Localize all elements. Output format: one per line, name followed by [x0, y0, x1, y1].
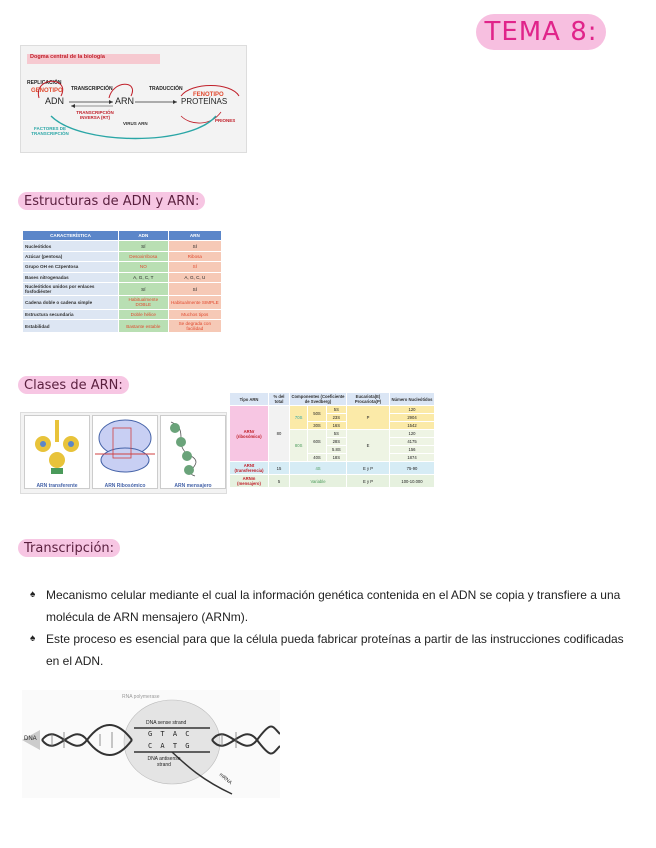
list-item	[30, 628, 630, 672]
table-cell: SÍ	[168, 241, 221, 251]
table-cell: SÍ	[118, 241, 168, 251]
s5: 5S	[326, 406, 346, 414]
dogma-central-card	[20, 45, 247, 153]
transcripcion-label: TRANSCRIPCIÓN	[71, 86, 113, 92]
arnm-image	[160, 415, 226, 489]
arnr-label: ARNr (ribosómico)	[230, 406, 269, 462]
dogma-heading: Dogma central de la biología	[27, 54, 160, 64]
dna-label: DNA	[24, 736, 37, 742]
s70: 70S	[290, 406, 308, 430]
table-cell: NO	[118, 262, 168, 272]
transcription-diagram	[22, 690, 280, 798]
s23: 23S	[326, 414, 346, 422]
letters-bot: C A T G	[148, 742, 192, 750]
table-cell: Bases nitrogenadas	[23, 272, 119, 282]
nt-6: 1874	[390, 454, 435, 462]
s80: 80S	[290, 430, 308, 462]
genotipo-label: GENOTIPO	[31, 88, 63, 94]
sense-label: DNA sense strand	[146, 720, 187, 726]
table-cell: Cadena doble o cadena simple	[23, 296, 119, 309]
arnt-nt: 75-90	[390, 462, 435, 475]
arnt-ep: E y P	[347, 462, 390, 475]
arnt-image	[24, 415, 90, 489]
mrna-label: mRNA	[217, 771, 233, 787]
arnm-ep: E y P	[347, 475, 390, 488]
table-header: Eucariota(E) Procariota(P)	[347, 393, 390, 406]
arnm-nt: 100-10.000	[390, 475, 435, 488]
s16: 16S	[326, 422, 346, 430]
antisense-label: DNA antisense strand	[147, 756, 181, 768]
arnt-comp: 4S	[290, 462, 347, 475]
arnr-pct: 80	[269, 406, 290, 462]
table-row	[230, 462, 435, 475]
table-header: ARN	[168, 231, 221, 241]
table-cell: Estructura secundaria	[23, 309, 119, 319]
nt-5: 156	[390, 446, 435, 454]
mrna-polysome-icon	[161, 416, 225, 478]
table-cell: Azúcar (pentosa)	[23, 251, 119, 261]
section-estructuras-title: Estructuras de ADN y ARN:	[18, 192, 205, 210]
priones-label: PRIONES	[215, 118, 236, 123]
table-cell: Muchos tipos	[168, 309, 221, 319]
replicacion-label: REPLICACIÓN	[27, 80, 62, 86]
inversa-label: TRANSCRIPCIÓN INVERSA (RT)	[76, 110, 114, 120]
table-cell: A, G, C, U	[168, 272, 221, 282]
table-cell: Se degrada con facilidad	[168, 320, 221, 333]
arnm-caption: ARN mensajero	[174, 483, 212, 489]
table-row	[23, 251, 222, 261]
page-title: TEMA 8:	[476, 14, 606, 50]
polymerase-label: RNA polymerase	[122, 694, 160, 700]
bullet-text: Mecanismo celular mediante el cual la información genética contenida en el ADN se copia y transfiere a una molécula de ARN mensajero (ARNm).	[46, 588, 621, 624]
table-row	[23, 309, 222, 319]
table-cell: Habitualmente DOBLE	[118, 296, 168, 309]
trna-cloverleaf-icon	[25, 416, 89, 478]
table-header: CARACTERÍSTICA	[23, 231, 119, 241]
nt-4: 4175	[390, 438, 435, 446]
nt-1: 2904	[390, 414, 435, 422]
section-clases-title: Clases de ARN:	[18, 376, 129, 394]
s5-e: 5S	[326, 430, 346, 438]
section-transcripcion-title: Transcripción:	[18, 539, 120, 557]
bullet-text: Este proceso es esencial para que la célula pueda fabricar proteínas a partir de las instrucciones codificadas en el ADN.	[46, 632, 624, 668]
clases-arn-table	[229, 392, 435, 488]
table-cell: Bastante estable	[118, 320, 168, 333]
s58: 5.8S	[326, 446, 346, 454]
table-row	[23, 262, 222, 272]
s30: 30S	[308, 422, 326, 430]
arnt-label: ARNt (transferencia)	[230, 462, 269, 475]
s60: 60S	[308, 430, 326, 454]
table-cell: Nucleótidos unidos por enlaces fosfodiéster	[23, 282, 119, 295]
letters-top: G T A C	[148, 730, 192, 738]
bullet-icon: ♠	[30, 589, 36, 600]
table-cell: Doble hélice	[118, 309, 168, 319]
table-cell: Nucleótidos	[23, 241, 119, 251]
s40: 40S	[308, 454, 326, 462]
eukaryote: E	[347, 430, 390, 462]
table-row	[23, 272, 222, 282]
prokaryote: P	[347, 406, 390, 430]
table-cell: SÍ	[168, 282, 221, 295]
arnm-pct: 5	[269, 475, 290, 488]
table-cell: Ribosa	[168, 251, 221, 261]
adn-label: ADN	[45, 96, 65, 106]
list-item	[30, 584, 630, 628]
nt-0: 120	[390, 406, 435, 414]
table-row	[23, 241, 222, 251]
transcripcion-bullets	[30, 584, 630, 672]
s18: 18S	[326, 454, 346, 462]
table-cell: A, G, C, T	[118, 272, 168, 282]
arnr-caption: ARN Ribosómico	[104, 483, 146, 489]
arnm-comp: Variable	[290, 475, 347, 488]
traduccion-label: TRADUCCIÓN	[149, 86, 183, 92]
table-row	[23, 320, 222, 333]
virus-arn-label: VIRUS ARN	[123, 121, 148, 126]
arnt-caption: ARN transferente	[36, 483, 78, 489]
table-header: Número Nucleótidos	[390, 393, 435, 406]
arnm-label: ARNm (mensajero)	[230, 475, 269, 488]
table-header: Tipo ARN	[230, 393, 269, 406]
adn-arn-table	[22, 230, 222, 333]
s50: 50S	[308, 406, 326, 422]
table-cell: Habitualmente SIMPLE	[168, 296, 221, 309]
table-header: Componentes (Coeficiente de Svedberg)	[291, 394, 345, 404]
ribosome-icon	[93, 416, 157, 478]
table-row	[230, 475, 435, 488]
table-row	[23, 282, 222, 295]
bullet-icon: ♠	[30, 633, 36, 644]
arnt-pct: 15	[269, 462, 290, 475]
dogma-arrows-icon	[21, 46, 246, 152]
table-header: ADN	[118, 231, 168, 241]
table-header: % del total	[269, 393, 290, 406]
table-cell: Grupo OH en C2pentosa	[23, 262, 119, 272]
arn-label: ARN	[115, 96, 135, 106]
factores-label: FACTORES DE TRANSCRIPCIÓN	[31, 126, 69, 136]
s28: 28S	[326, 438, 346, 446]
arnr-image	[92, 415, 158, 489]
nt-3: 120	[390, 430, 435, 438]
proteinas-label: PROTEÍNAS	[181, 97, 228, 106]
table-cell: SÍ	[168, 262, 221, 272]
table-row	[23, 296, 222, 309]
table-cell: Desoxirribosa	[118, 251, 168, 261]
table-row	[230, 406, 435, 414]
table-cell: SÍ	[118, 282, 168, 295]
table-cell: Estabilidad	[23, 320, 119, 333]
fenotipo-label: FENOTIPO	[193, 92, 224, 98]
nt-2: 1542	[390, 422, 435, 430]
